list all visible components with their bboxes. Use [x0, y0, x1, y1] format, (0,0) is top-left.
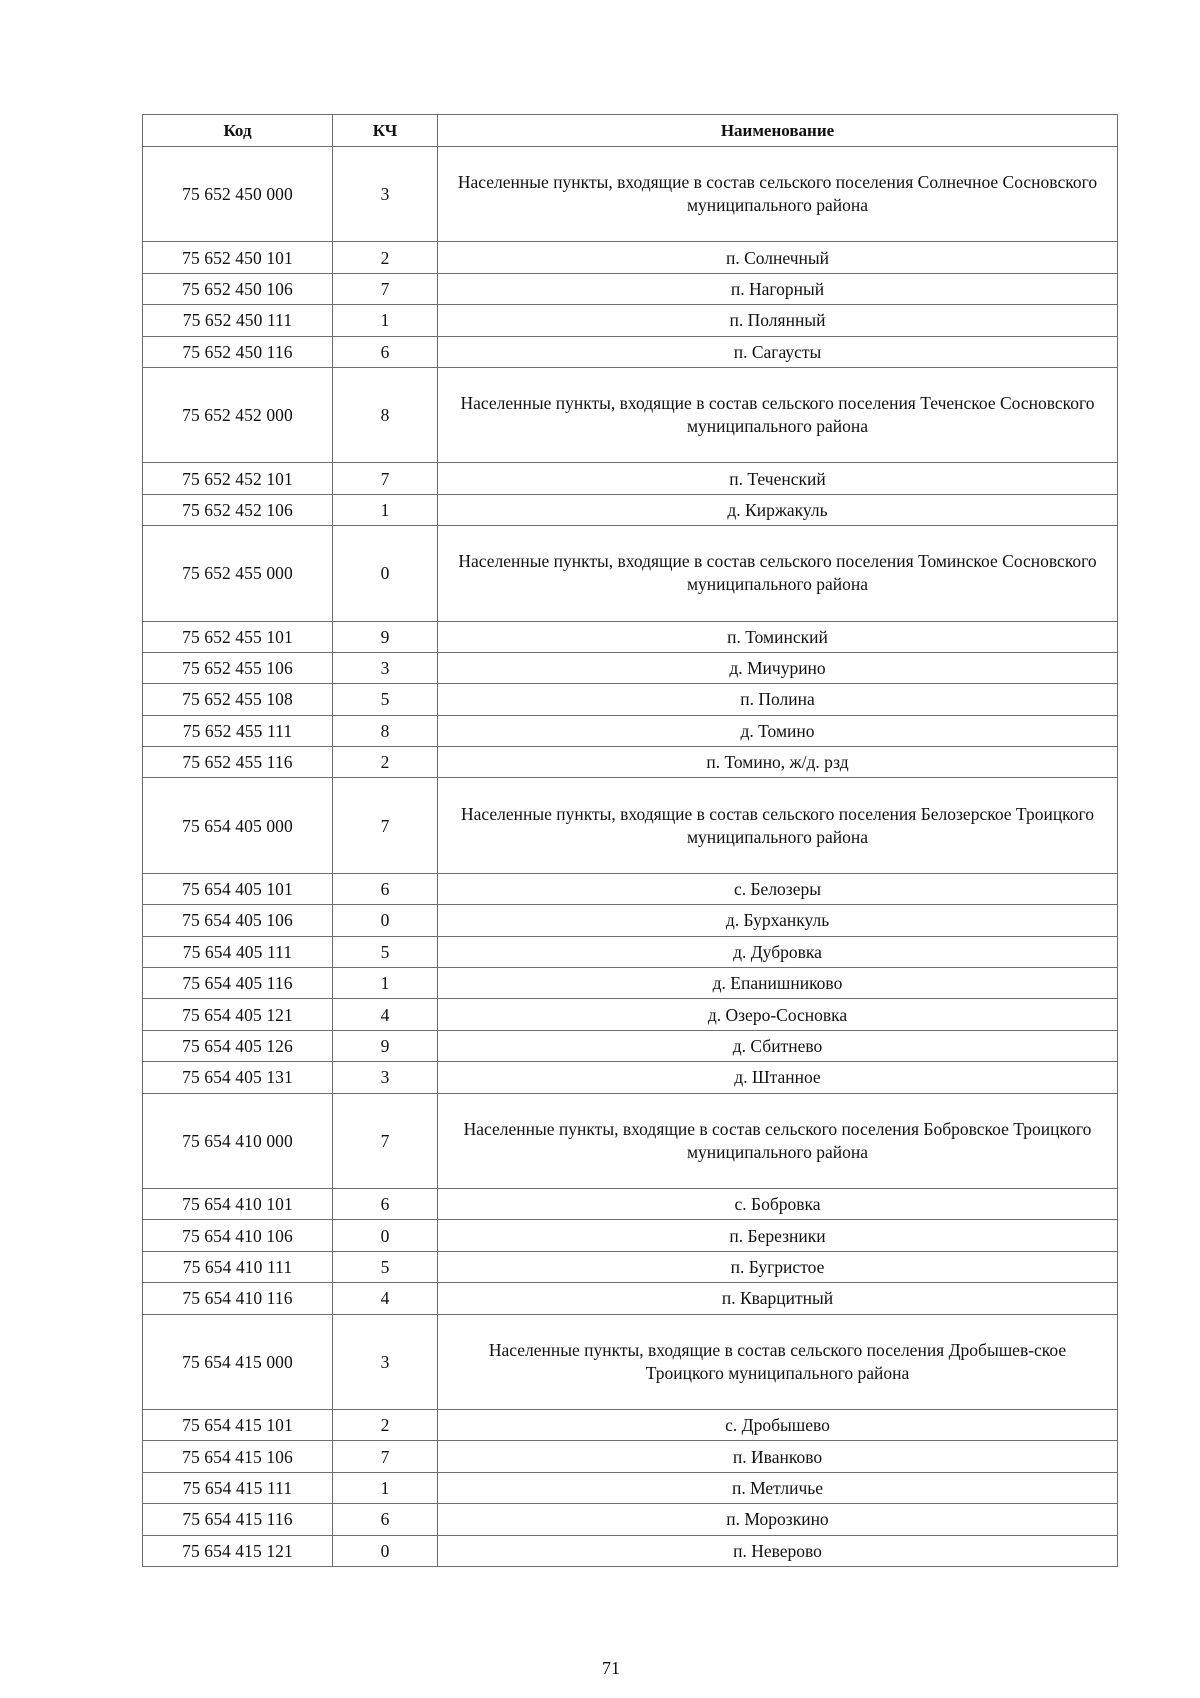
cell-kch: 3	[333, 1314, 438, 1409]
cell-kch: 7	[333, 1093, 438, 1188]
cell-code: 75 654 405 116	[143, 968, 333, 999]
cell-name: п. Полянный	[438, 305, 1118, 336]
table-row	[143, 1188, 1118, 1219]
cell-name: д. Томино	[438, 715, 1118, 746]
cell-name: Населенные пункты, входящие в состав сельского поселения Томинское Сосновского муниципального района	[438, 526, 1118, 621]
table-row-settlement-group	[143, 367, 1118, 462]
table-row	[143, 1441, 1118, 1472]
cell-code: 75 652 452 000	[143, 367, 333, 462]
cell-code: 75 654 405 000	[143, 778, 333, 873]
table-row-settlement-group	[143, 1314, 1118, 1409]
cell-code: 75 652 455 106	[143, 652, 333, 683]
cell-code: 75 652 452 106	[143, 494, 333, 525]
cell-kch: 4	[333, 1283, 438, 1314]
cell-kch: 2	[333, 1409, 438, 1440]
cell-code: 75 652 450 116	[143, 336, 333, 367]
cell-code: 75 654 405 126	[143, 1030, 333, 1061]
cell-code: 75 654 415 116	[143, 1504, 333, 1535]
cell-code: 75 652 455 108	[143, 684, 333, 715]
table-row	[143, 1472, 1118, 1503]
cell-name: д. Сбитнево	[438, 1030, 1118, 1061]
table-row	[143, 463, 1118, 494]
table-row	[143, 747, 1118, 778]
cell-kch: 9	[333, 621, 438, 652]
cell-code: 75 654 415 106	[143, 1441, 333, 1472]
cell-code: 75 654 410 000	[143, 1093, 333, 1188]
classifier-table	[142, 114, 1118, 1567]
cell-name: п. Солнечный	[438, 242, 1118, 273]
table-row	[143, 968, 1118, 999]
table-row-settlement-group	[143, 1093, 1118, 1188]
cell-code: 75 654 415 121	[143, 1535, 333, 1566]
cell-name: д. Бурханкуль	[438, 905, 1118, 936]
cell-name: п. Бугристое	[438, 1251, 1118, 1282]
table-row	[143, 1409, 1118, 1440]
cell-name: с. Бобровка	[438, 1188, 1118, 1219]
cell-kch: 6	[333, 1188, 438, 1219]
cell-name: д. Епанишниково	[438, 968, 1118, 999]
table-row	[143, 684, 1118, 715]
table-row	[143, 242, 1118, 273]
cell-code: 75 654 415 000	[143, 1314, 333, 1409]
cell-code: 75 654 415 101	[143, 1409, 333, 1440]
cell-kch: 7	[333, 778, 438, 873]
cell-name: п. Морозкино	[438, 1504, 1118, 1535]
table-row	[143, 494, 1118, 525]
cell-kch: 5	[333, 936, 438, 967]
table-row	[143, 905, 1118, 936]
cell-kch: 7	[333, 1441, 438, 1472]
table-row	[143, 715, 1118, 746]
cell-code: 75 654 405 101	[143, 873, 333, 904]
cell-kch: 1	[333, 305, 438, 336]
cell-code: 75 652 455 101	[143, 621, 333, 652]
cell-kch: 0	[333, 1220, 438, 1251]
cell-kch: 2	[333, 747, 438, 778]
cell-name: п. Кварцитный	[438, 1283, 1118, 1314]
cell-code: 75 654 405 106	[143, 905, 333, 936]
cell-kch: 7	[333, 273, 438, 304]
cell-kch: 3	[333, 652, 438, 683]
cell-name: Населенные пункты, входящие в состав сельского поселения Теченское Сосновского муниципального района	[438, 367, 1118, 462]
page-number: 71	[602, 1658, 620, 1678]
cell-kch: 8	[333, 715, 438, 746]
cell-code: 75 654 405 131	[143, 1062, 333, 1093]
cell-name: с. Белозеры	[438, 873, 1118, 904]
table-row	[143, 652, 1118, 683]
table-row	[143, 936, 1118, 967]
cell-code: 75 652 450 000	[143, 147, 333, 242]
table-body	[143, 147, 1118, 1567]
table-header-row	[143, 115, 1118, 147]
cell-code: 75 654 410 106	[143, 1220, 333, 1251]
cell-name: п. Нагорный	[438, 273, 1118, 304]
table-row-settlement-group	[143, 526, 1118, 621]
cell-kch: 7	[333, 463, 438, 494]
cell-kch: 8	[333, 367, 438, 462]
cell-kch: 6	[333, 873, 438, 904]
cell-name: Населенные пункты, входящие в состав сельского поселения Солнечное Сосновского муниципального района	[438, 147, 1118, 242]
cell-kch: 0	[333, 1535, 438, 1566]
table-row	[143, 1030, 1118, 1061]
table-row	[143, 621, 1118, 652]
cell-code: 75 652 455 000	[143, 526, 333, 621]
table-row	[143, 1251, 1118, 1282]
cell-name: п. Теченский	[438, 463, 1118, 494]
cell-kch: 0	[333, 905, 438, 936]
cell-name: Населенные пункты, входящие в состав сельского поселения Белозерское Троицкого муниципального района	[438, 778, 1118, 873]
cell-code: 75 654 410 101	[143, 1188, 333, 1219]
table-row	[143, 273, 1118, 304]
cell-kch: 4	[333, 999, 438, 1030]
cell-code: 75 654 410 116	[143, 1283, 333, 1314]
table-row	[143, 305, 1118, 336]
table-row	[143, 1504, 1118, 1535]
table-row	[143, 1062, 1118, 1093]
cell-name: п. Полина	[438, 684, 1118, 715]
cell-name: п. Иванково	[438, 1441, 1118, 1472]
cell-name: д. Штанное	[438, 1062, 1118, 1093]
cell-code: 75 654 405 121	[143, 999, 333, 1030]
cell-code: 75 652 450 111	[143, 305, 333, 336]
cell-name: п. Березники	[438, 1220, 1118, 1251]
cell-kch: 3	[333, 147, 438, 242]
header-code: Код	[143, 115, 333, 147]
cell-kch: 9	[333, 1030, 438, 1061]
cell-code: 75 654 410 111	[143, 1251, 333, 1282]
table-row	[143, 873, 1118, 904]
table-row-settlement-group	[143, 778, 1118, 873]
cell-name: д. Озеро-Сосновка	[438, 999, 1118, 1030]
cell-kch: 5	[333, 684, 438, 715]
cell-name: п. Метличье	[438, 1472, 1118, 1503]
header-kch: КЧ	[333, 115, 438, 147]
cell-kch: 3	[333, 1062, 438, 1093]
cell-code: 75 652 452 101	[143, 463, 333, 494]
cell-name: п. Томино, ж/д. рзд	[438, 747, 1118, 778]
table-row	[143, 999, 1118, 1030]
header-name: Наименование	[438, 115, 1118, 147]
cell-name: п. Томинский	[438, 621, 1118, 652]
table-row	[143, 1220, 1118, 1251]
cell-kch: 6	[333, 336, 438, 367]
cell-kch: 1	[333, 968, 438, 999]
cell-kch: 1	[333, 1472, 438, 1503]
cell-kch: 6	[333, 1504, 438, 1535]
cell-name: с. Дробышево	[438, 1409, 1118, 1440]
table-row	[143, 1535, 1118, 1566]
cell-code: 75 652 450 106	[143, 273, 333, 304]
cell-code: 75 652 450 101	[143, 242, 333, 273]
cell-kch: 5	[333, 1251, 438, 1282]
table-row	[143, 1283, 1118, 1314]
cell-name: п. Неверово	[438, 1535, 1118, 1566]
cell-name: Населенные пункты, входящие в состав сельского поселения Дробышев-ское Троицкого муниципального района	[438, 1314, 1118, 1409]
cell-name: д. Дубровка	[438, 936, 1118, 967]
cell-name: Населенные пункты, входящие в состав сельского поселения Бобровское Троицкого муниципального района	[438, 1093, 1118, 1188]
cell-kch: 0	[333, 526, 438, 621]
table-row-settlement-group	[143, 147, 1118, 242]
cell-code: 75 652 455 111	[143, 715, 333, 746]
cell-code: 75 654 415 111	[143, 1472, 333, 1503]
cell-name: д. Киржакуль	[438, 494, 1118, 525]
cell-kch: 1	[333, 494, 438, 525]
cell-name: п. Сагаусты	[438, 336, 1118, 367]
table-row	[143, 336, 1118, 367]
cell-code: 75 654 405 111	[143, 936, 333, 967]
cell-name: д. Мичурино	[438, 652, 1118, 683]
cell-kch: 2	[333, 242, 438, 273]
cell-code: 75 652 455 116	[143, 747, 333, 778]
